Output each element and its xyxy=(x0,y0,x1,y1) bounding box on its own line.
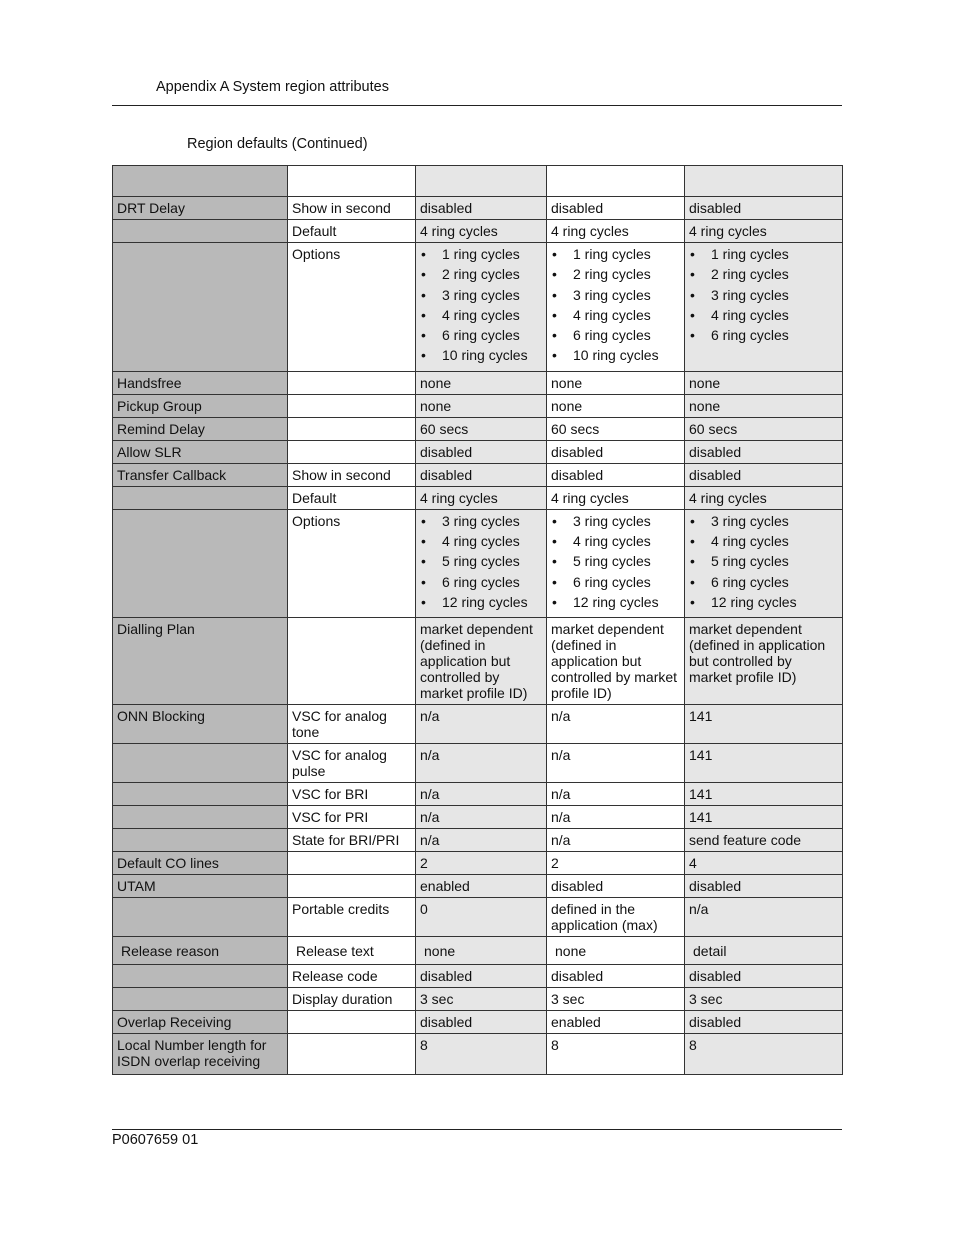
list-item: • 1 ring cycles xyxy=(420,246,542,266)
footer-rule xyxy=(112,1129,842,1130)
sub-attribute-label: Show in second xyxy=(288,197,416,220)
table-row xyxy=(113,1011,843,1034)
list-item: • 3 ring cycles xyxy=(551,287,680,307)
value-cell: disabled xyxy=(685,965,843,988)
attribute-label: Remind Delay xyxy=(113,417,288,440)
value-cell: disabled xyxy=(416,197,547,220)
document-number: P0607659 01 xyxy=(112,1132,199,1148)
sub-attribute-label xyxy=(288,440,416,463)
list-item: • 4 ring cycles xyxy=(551,533,680,553)
value-cell: market dependent (defined in application but controlled by market profile ID) xyxy=(416,618,547,705)
list-item: • 4 ring cycles xyxy=(551,307,680,327)
table-row xyxy=(113,440,843,463)
value-cell: disabled xyxy=(685,1011,843,1034)
value-cell: detail xyxy=(685,937,843,965)
table-row xyxy=(113,618,843,705)
list-item: • 3 ring cycles xyxy=(551,513,680,533)
list-item: • 3 ring cycles xyxy=(420,513,542,533)
value-cell: none xyxy=(685,371,843,394)
value-cell: 4 ring cycles xyxy=(685,486,843,509)
value-cell: 60 secs xyxy=(685,417,843,440)
value-cell: none xyxy=(547,937,685,965)
table-row xyxy=(113,220,843,243)
page-header: Appendix A System region attributes xyxy=(156,79,389,95)
options-list xyxy=(689,246,838,347)
list-item: • 1 ring cycles xyxy=(689,246,838,266)
list-item: • 1 ring cycles xyxy=(551,246,680,266)
list-item: • 6 ring cycles xyxy=(689,574,838,594)
attribute-label: Release reason xyxy=(113,937,288,965)
attribute-label xyxy=(113,829,288,852)
attribute-label xyxy=(113,486,288,509)
table-row xyxy=(113,875,843,898)
value-cell: disabled xyxy=(685,440,843,463)
options-cell xyxy=(685,509,843,617)
sub-attribute-label: State for BRI/PRI xyxy=(288,829,416,852)
sub-attribute-label: Show in second xyxy=(288,463,416,486)
sub-attribute-label: VSC for BRI xyxy=(288,783,416,806)
value-cell: disabled xyxy=(416,965,547,988)
options-list xyxy=(551,513,680,614)
table-row xyxy=(113,371,843,394)
value-cell: none xyxy=(416,937,547,965)
table-row xyxy=(113,829,843,852)
value-cell: disabled xyxy=(416,1011,547,1034)
value-cell: none xyxy=(547,394,685,417)
header-cell xyxy=(685,166,843,197)
value-cell: none xyxy=(416,371,547,394)
value-cell: n/a xyxy=(547,806,685,829)
value-cell: disabled xyxy=(685,875,843,898)
header-cell xyxy=(113,166,288,197)
attribute-label: ONN Blocking xyxy=(113,705,288,744)
value-cell: 141 xyxy=(685,705,843,744)
list-item: • 2 ring cycles xyxy=(551,266,680,286)
value-cell: n/a xyxy=(547,829,685,852)
options-cell xyxy=(547,243,685,372)
sub-attribute-label xyxy=(288,618,416,705)
list-item: • 6 ring cycles xyxy=(420,574,542,594)
value-cell: none xyxy=(685,394,843,417)
sub-attribute-label: Release text xyxy=(288,937,416,965)
options-cell xyxy=(547,509,685,617)
sub-attribute-label: VSC for analog tone xyxy=(288,705,416,744)
sub-attribute-label: Portable credits xyxy=(288,898,416,937)
value-cell: disabled xyxy=(547,440,685,463)
list-item: • 6 ring cycles xyxy=(551,574,680,594)
value-cell: 141 xyxy=(685,783,843,806)
attribute-label xyxy=(113,988,288,1011)
list-item: • 3 ring cycles xyxy=(689,287,838,307)
table-row xyxy=(113,394,843,417)
list-item: • 5 ring cycles xyxy=(689,553,838,573)
attribute-label xyxy=(113,806,288,829)
list-item: • 12 ring cycles xyxy=(551,594,680,614)
attribute-label: DRT Delay xyxy=(113,197,288,220)
value-cell: disabled xyxy=(547,197,685,220)
header-rule xyxy=(112,105,842,106)
value-cell: 141 xyxy=(685,744,843,783)
value-cell: n/a xyxy=(685,898,843,937)
value-cell: none xyxy=(547,371,685,394)
list-item: • 2 ring cycles xyxy=(420,266,542,286)
value-cell: 8 xyxy=(685,1034,843,1075)
sub-attribute-label: VSC for PRI xyxy=(288,806,416,829)
region-defaults-table xyxy=(112,165,843,1075)
value-cell: 3 sec xyxy=(685,988,843,1011)
table-row xyxy=(113,898,843,937)
value-cell: 8 xyxy=(547,1034,685,1075)
attribute-label xyxy=(113,220,288,243)
value-cell: 60 secs xyxy=(416,417,547,440)
value-cell: 4 ring cycles xyxy=(416,486,547,509)
sub-attribute-label: Default xyxy=(288,486,416,509)
table-row xyxy=(113,486,843,509)
header-cell xyxy=(416,166,547,197)
attribute-label xyxy=(113,783,288,806)
sub-attribute-label: Default xyxy=(288,220,416,243)
attribute-label: Default CO lines xyxy=(113,852,288,875)
attribute-label xyxy=(113,965,288,988)
list-item: • 6 ring cycles xyxy=(551,327,680,347)
table-row xyxy=(113,463,843,486)
list-item: • 10 ring cycles xyxy=(551,347,680,367)
value-cell: n/a xyxy=(416,783,547,806)
table-row xyxy=(113,509,843,617)
options-cell xyxy=(416,509,547,617)
value-cell: disabled xyxy=(547,463,685,486)
table-row xyxy=(113,243,843,372)
attribute-label: Local Number length for ISDN overlap receiving xyxy=(113,1034,288,1075)
sub-attribute-label xyxy=(288,875,416,898)
table-row xyxy=(113,197,843,220)
value-cell: send feature code xyxy=(685,829,843,852)
list-item: • 4 ring cycles xyxy=(689,307,838,327)
table-row xyxy=(113,965,843,988)
attribute-label: Transfer Callback xyxy=(113,463,288,486)
value-cell: n/a xyxy=(416,705,547,744)
list-item: • 2 ring cycles xyxy=(689,266,838,286)
value-cell: n/a xyxy=(547,783,685,806)
attribute-label xyxy=(113,509,288,617)
value-cell: 4 ring cycles xyxy=(547,486,685,509)
value-cell: disabled xyxy=(547,875,685,898)
value-cell: disabled xyxy=(547,965,685,988)
value-cell: enabled xyxy=(416,875,547,898)
value-cell: n/a xyxy=(547,744,685,783)
sub-attribute-label: Release code xyxy=(288,965,416,988)
value-cell: disabled xyxy=(416,463,547,486)
sub-attribute-label xyxy=(288,394,416,417)
value-cell: disabled xyxy=(416,440,547,463)
table-header-row xyxy=(113,166,843,197)
attribute-label xyxy=(113,898,288,937)
value-cell: none xyxy=(416,394,547,417)
list-item: • 4 ring cycles xyxy=(420,307,542,327)
options-list xyxy=(420,513,542,614)
value-cell: market dependent (defined in application but controlled by market profile ID) xyxy=(547,618,685,705)
attribute-label: Allow SLR xyxy=(113,440,288,463)
value-cell: 4 xyxy=(685,852,843,875)
list-item: • 12 ring cycles xyxy=(420,594,542,614)
sub-attribute-label: Options xyxy=(288,243,416,372)
list-item: • 6 ring cycles xyxy=(689,327,838,347)
table-row xyxy=(113,937,843,965)
value-cell: 2 xyxy=(547,852,685,875)
value-cell: 3 sec xyxy=(547,988,685,1011)
value-cell: enabled xyxy=(547,1011,685,1034)
value-cell: disabled xyxy=(685,197,843,220)
attribute-label: Dialling Plan xyxy=(113,618,288,705)
value-cell: 4 ring cycles xyxy=(685,220,843,243)
table-row xyxy=(113,1034,843,1075)
list-item: • 3 ring cycles xyxy=(420,287,542,307)
table-caption: Region defaults (Continued) xyxy=(187,136,368,152)
value-cell: 8 xyxy=(416,1034,547,1075)
table-row xyxy=(113,988,843,1011)
sub-attribute-label xyxy=(288,417,416,440)
list-item: • 6 ring cycles xyxy=(420,327,542,347)
options-cell xyxy=(416,243,547,372)
list-item: • 10 ring cycles xyxy=(420,347,542,367)
list-item: • 4 ring cycles xyxy=(689,533,838,553)
table-row xyxy=(113,705,843,744)
attribute-label: Overlap Receiving xyxy=(113,1011,288,1034)
list-item: • 12 ring cycles xyxy=(689,594,838,614)
options-list xyxy=(420,246,542,368)
value-cell: 3 sec xyxy=(416,988,547,1011)
table-row xyxy=(113,417,843,440)
value-cell: n/a xyxy=(547,705,685,744)
list-item: • 4 ring cycles xyxy=(420,533,542,553)
table-row xyxy=(113,783,843,806)
value-cell: disabled xyxy=(685,463,843,486)
value-cell: 60 secs xyxy=(547,417,685,440)
value-cell: n/a xyxy=(416,806,547,829)
value-cell: n/a xyxy=(416,829,547,852)
table-row xyxy=(113,806,843,829)
value-cell: 4 ring cycles xyxy=(547,220,685,243)
options-list xyxy=(689,513,838,614)
header-cell xyxy=(547,166,685,197)
table-row xyxy=(113,744,843,783)
attribute-label: Pickup Group xyxy=(113,394,288,417)
attribute-label: Handsfree xyxy=(113,371,288,394)
value-cell: n/a xyxy=(416,744,547,783)
value-cell: 141 xyxy=(685,806,843,829)
value-cell: 0 xyxy=(416,898,547,937)
sub-attribute-label: VSC for analog pulse xyxy=(288,744,416,783)
list-item: • 3 ring cycles xyxy=(689,513,838,533)
value-cell: 4 ring cycles xyxy=(416,220,547,243)
options-list xyxy=(551,246,680,368)
sub-attribute-label xyxy=(288,371,416,394)
sub-attribute-label: Display duration xyxy=(288,988,416,1011)
list-item: • 5 ring cycles xyxy=(551,553,680,573)
sub-attribute-label xyxy=(288,1011,416,1034)
options-cell xyxy=(685,243,843,372)
attribute-label: UTAM xyxy=(113,875,288,898)
attribute-label xyxy=(113,243,288,372)
sub-attribute-label: Options xyxy=(288,509,416,617)
sub-attribute-label xyxy=(288,1034,416,1075)
value-cell: market dependent (defined in application but controlled by market profile ID) xyxy=(685,618,843,705)
attribute-label xyxy=(113,744,288,783)
value-cell: 2 xyxy=(416,852,547,875)
header-cell xyxy=(288,166,416,197)
list-item: • 5 ring cycles xyxy=(420,553,542,573)
value-cell: defined in the application (max) xyxy=(547,898,685,937)
sub-attribute-label xyxy=(288,852,416,875)
table-row xyxy=(113,852,843,875)
